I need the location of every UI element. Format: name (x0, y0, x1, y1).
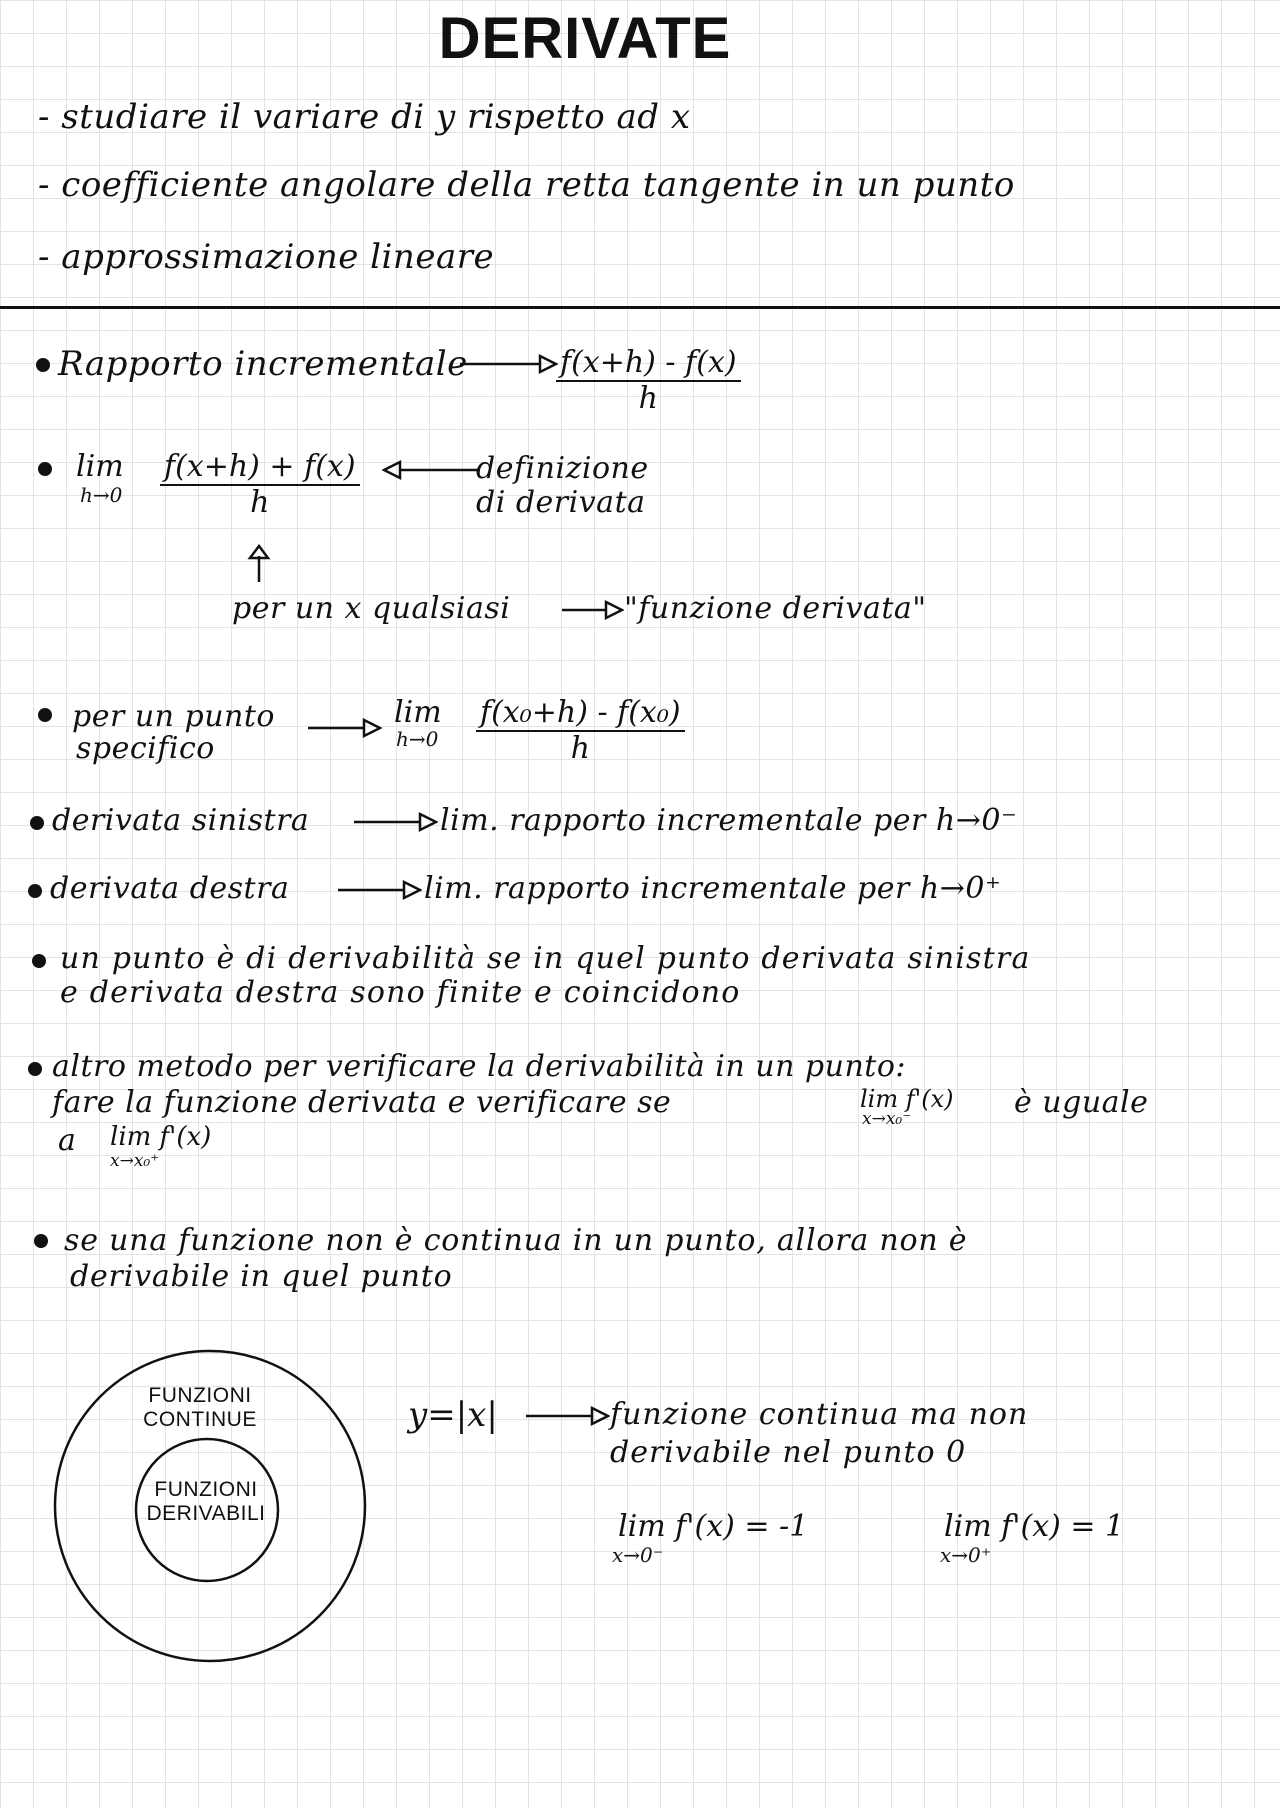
definizione-note: di derivata (476, 485, 646, 520)
arrow-left-icon (382, 458, 482, 482)
bullet-dot (38, 462, 52, 476)
fraction-numerator: f(x₀+h) - f(x₀) (476, 696, 685, 732)
lim-subscript: h→0 (396, 727, 439, 751)
sinistra-text: lim. rapporto incrementale per h→0⁻ (440, 803, 1018, 838)
punto-specifico-label: specifico (76, 731, 215, 766)
lim-subscript: x→0⁻ (612, 1543, 664, 1567)
lim-subscript: x→x₀⁻ (862, 1109, 912, 1129)
lim-label: lim (394, 695, 442, 730)
punto-specifico-label: per un punto (72, 699, 275, 734)
definizione-fraction (160, 450, 360, 520)
arrow-right-icon (352, 810, 438, 834)
fraction-numerator: f(x+h) - f(x) (556, 346, 741, 382)
derivabilita-text: un punto è di derivabilità se in quel punto derivata sinistra (60, 941, 1031, 976)
outer-label-line: CONTINUE (143, 1408, 257, 1431)
right-limit: lim f'(x) = 1 (944, 1509, 1125, 1544)
intro-line: - studiare il variare di y rispetto ad x (38, 97, 691, 137)
intro-line: - coefficiente angolare della retta tangente in un punto (38, 165, 1015, 205)
bullet-dot (28, 1062, 42, 1076)
section-divider (0, 306, 1280, 309)
arrow-up-icon (244, 544, 274, 584)
punto-specifico-fraction (476, 696, 685, 766)
lim-label: lim f'(x) (110, 1122, 212, 1152)
example-text: funzione continua ma non (610, 1397, 1029, 1432)
continuita-text: se una funzione non è continua in un punto, allora non è (64, 1223, 968, 1258)
lim-subscript: x→x₀⁺ (110, 1151, 160, 1171)
lim-label: lim (76, 449, 124, 484)
bullet-dot (28, 884, 42, 898)
arrow-right-icon (336, 878, 422, 902)
destra-label: derivata destra (50, 871, 290, 906)
lim-subscript: x→0⁺ (940, 1543, 992, 1567)
bullet-dot (34, 1234, 48, 1248)
fraction-denominator: h (250, 485, 270, 520)
fraction-denominator: h (570, 731, 590, 766)
altro-metodo-text: fare la funzione derivata e verificare se (52, 1085, 672, 1120)
sinistra-label: derivata sinistra (52, 803, 310, 838)
rapporto-label: Rapporto incrementale (58, 344, 468, 384)
arrow-right-icon (306, 716, 382, 740)
arrow-right-icon (560, 598, 624, 622)
derivabilita-text: e derivata destra sono finite e coincidono (60, 975, 741, 1010)
altro-metodo-text: altro metodo per verificare la derivabilità in un punto: (52, 1049, 906, 1084)
lim-label: lim f'(x) (860, 1085, 954, 1113)
bullet-dot (38, 708, 52, 722)
diagram-inner-label (126, 1478, 286, 1526)
bullet-dot (32, 954, 46, 968)
rapporto-fraction (556, 346, 741, 416)
left-limit: lim f'(x) = -1 (618, 1509, 809, 1544)
altro-metodo-text: a (58, 1123, 77, 1158)
fraction-denominator: h (638, 381, 658, 416)
intro-line: - approssimazione lineare (38, 237, 495, 277)
destra-text: lim. rapporto incrementale per h→0⁺ (424, 871, 1002, 906)
arrow-right-icon (524, 1404, 610, 1428)
inner-label-line: DERIVABILI (146, 1502, 266, 1525)
inner-label-line: FUNZIONI (154, 1478, 258, 1501)
altro-metodo-text: è uguale (1014, 1085, 1149, 1120)
bullet-dot (30, 816, 44, 830)
arrow-right-icon (458, 352, 558, 376)
page-title: DERIVATE (438, 6, 732, 71)
diagram-outer-label (120, 1384, 280, 1432)
definizione-note: definizione (476, 451, 649, 486)
bullet-dot (36, 358, 50, 372)
continuita-text: derivabile in quel punto (70, 1259, 453, 1294)
qualsiasi-label: per un x qualsiasi (232, 591, 511, 626)
example-equation: y=|x| (408, 1395, 498, 1435)
outer-label-line: FUNZIONI (148, 1384, 252, 1407)
example-text: derivabile nel punto 0 (610, 1435, 967, 1470)
lim-subscript: h→0 (80, 483, 123, 507)
funzione-derivata-label: "funzione derivata" (624, 591, 927, 626)
fraction-numerator: f(x+h) + f(x) (160, 450, 360, 486)
